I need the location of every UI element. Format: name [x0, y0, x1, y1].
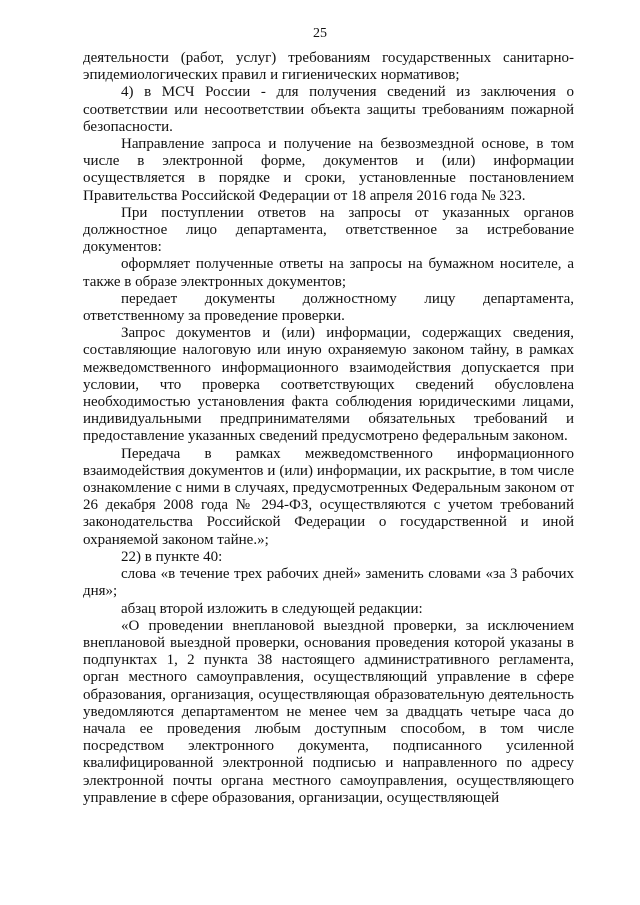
paragraph: оформляет полученные ответы на запросы на бумажном носителе, а также в образе электронных документов; [83, 256, 574, 290]
paragraph: При поступлении ответов на запросы от указанных органов должностное лицо департамента, ответственное за истребование документов: [83, 204, 574, 256]
paragraph: Передача в рамках межведомственного информационного взаимодействия документов и (или) информации, их раскрытие, в том числе ознакомление с ними в случаях, предусмотренных Федеральным законом от 26 декабря 2008 года № 294-ФЗ, осуществляются с учетом требований законодательства Российской Федерации о государственной и иной охраняемой законом тайне.»; [83, 445, 574, 548]
paragraph: 22) в пункте 40: [121, 548, 223, 565]
page-number: 25 [313, 26, 327, 41]
paragraph: передает документы должностному лицу департамента, ответственному за проведение проверки. [83, 290, 574, 325]
paragraph: Запрос документов и (или) информации, содержащих сведения, составляющие налоговую или иную охраняемую законом тайну, в рамках межведомственного информационного взаимодействия допускается при условии, что проверка соответствующих сведений обусловлена необходимостью установления факта соблюдения юридическими лицами, индивидуальными предпринимателями обязательных требований и предоставление указанных сведений предусмотрено федеральным законом. [83, 325, 574, 445]
paragraph: деятельности (работ, услуг) требованиям государственных санитарно-эпидемиологических правил и гигиенических нормативов; [83, 50, 574, 84]
document-body [83, 50, 574, 807]
paragraph: Направление запроса и получение на безвозмездной основе, в том числе в электронной форме, документов и (или) информации осуществляется в порядке и сроки, установленные постановлением Правительства Российской Федерации от 18 апреля 2016 года № 323. [83, 136, 574, 204]
paragraph: 4) в МСЧ России - для получения сведений из заключения о соответствии или несоответствии объекта защиты требованиям пожарной безопасности. [83, 84, 574, 135]
paragraph: «О проведении внеплановой выездной проверки, за исключением внеплановой выездной проверки, основания проведения которой указаны в подпунктах 1, 2 пункта 38 настоящего административного регламента, орган местного самоуправления, осуществляющий управление в сфере образования, организация, осуществляющая образовательную деятельность уведомляются департаментом не менее чем за двадцать четыре часа до начала ее проведения любым доступным способом, в том числе посредством электронного документа, подписанного усиленной квалифицированной электронной подписью и направленного по адресу электронной почты органа местного самоуправления, осуществляющего управление в сфере образования, организации, осуществляющей [83, 617, 574, 806]
paragraph: слова «в течение трех рабочих дней» заменить словами «за 3 рабочих дня»; [83, 566, 574, 600]
paragraph: абзац второй изложить в следующей редакции: [121, 600, 423, 617]
